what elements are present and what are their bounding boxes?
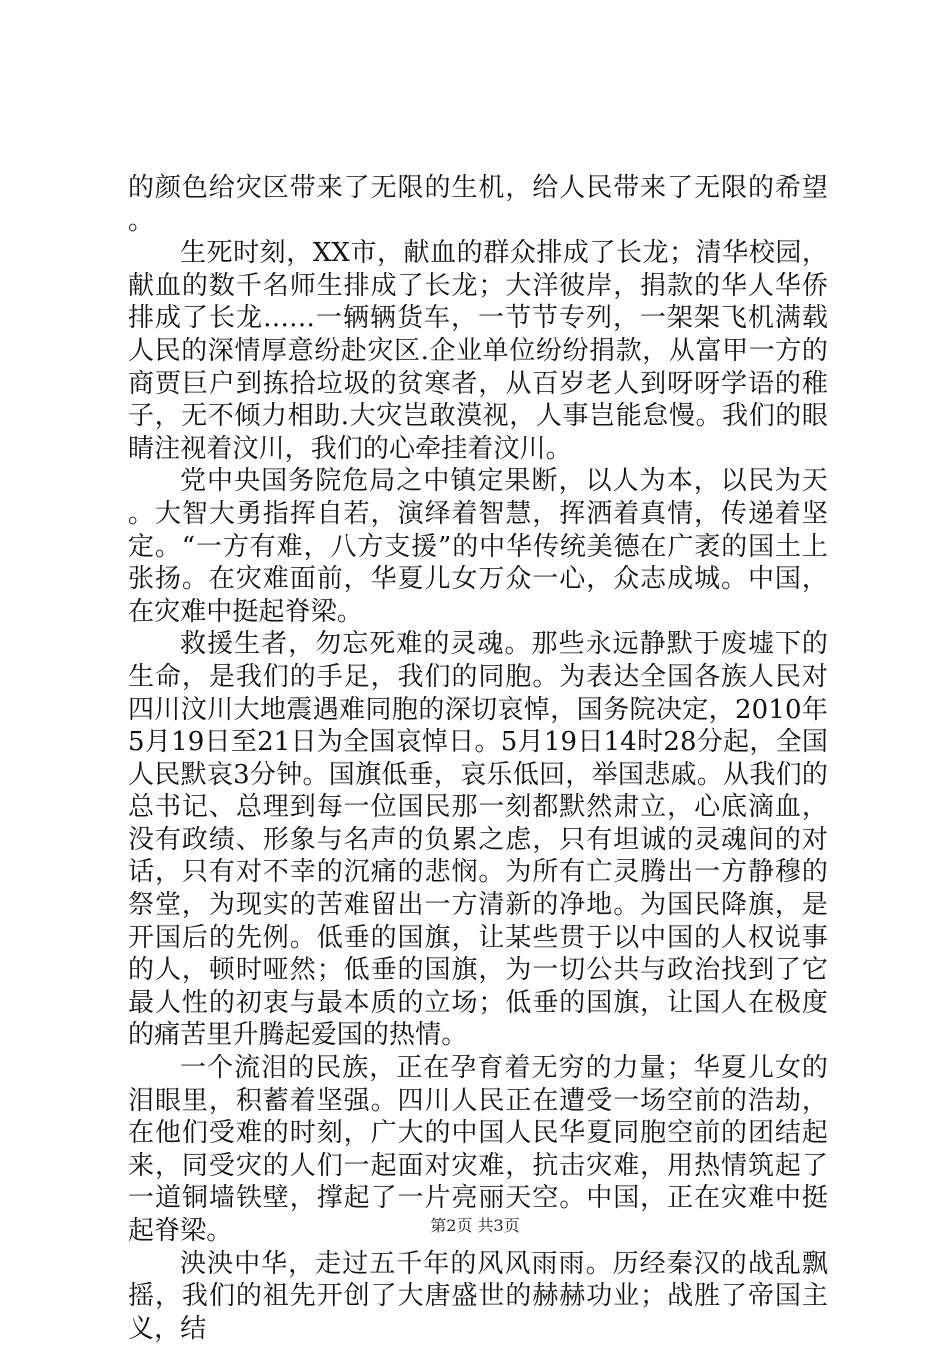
paragraph-continuation: 的颜色给灾区带来了无限的生机，给人民带来了无限的希望。 <box>128 173 828 236</box>
body-text <box>128 172 828 1345</box>
paragraph-five-thousand-years: 泱泱中华，走过五千年的风风雨雨。历经秦汉的战乱飘摇，我们的祖先开创了大唐盛世的赫赫功业；战胜了帝国主义，结 <box>128 1248 828 1344</box>
paragraph-mourning-day: 救援生者，勿忘死难的灵魂。那些永远静默于废墟下的生命，是我们的手足，我们的同胞。为表达全国各族人民对四川汶川大地震遇难同胞的深切哀悼，国务院决定，2010年5月19日至21日为全国哀悼日。5月19日14时28分起，全国人民默哀3分钟。国旗低垂，哀乐低回，举国悲戚。从我们的总书记、总理到每一位国民那一刻都默然肃立，心底滴血，没有政绩、形象与名声的负累之虑，只有坦诚的灵魂间的对话，只有对不幸的沉痛的悲悯。为所有亡灵腾出一方静穆的祭堂，为现实的苦难留出一方清新的净地。为国民降旗，是开国后的先例。低垂的国旗，让某些贯于以中国的人权说事的人，顿时哑然；低垂的国旗，为一切公共与政治找到了它最人性的初衷与最本质的立场；低垂的国旗，让国人在极度的痛苦里升腾起爱国的热情。 <box>128 629 828 1051</box>
paragraph-central-government: 党中央国务院危局之中镇定果断，以人为本，以民为天。大智大勇指挥自若，演绎着智慧，挥洒着真情，传递着坚定。“一方有难，八方支援”的中华传统美德在广袤的国土上张扬。在灾难面前，华夏儿女万众一心，众志成城。中国，在灾难中挺起脊梁。 <box>128 466 828 627</box>
page-number-footer: 第2页 共3页 <box>430 1216 520 1235</box>
paragraph-weeping-nation: 一个流泪的民族，正在孕育着无穷的力量；华夏儿女的泪眼里，积蓄着坚强。四川人民正在遭受一场空前的浩劫，在他们受难的时刻，广大的中国人民华夏同胞空前的团结起来，同受灾的人们一起面对灾难，抗击灾难，用热情筑起了一道铜墙铁壁，撑起了一片亮丽天空。中国，正在灾难中挺起脊梁。 <box>128 1053 828 1246</box>
paragraph-blood-donation: 生死时刻，XX市，献血的群众排成了长龙；清华校园，献血的数千名师生排成了长龙；大洋彼岸，捐款的华人华侨排成了长龙……一辆辆货车，一节节专列，一架架飞机满载人民的深情厚意纷赴灾区.企业单位纷纷捐款，从富甲一方的商贾巨户到拣拾垃圾的贫寒者，从百岁老人到呀呀学语的稚子，无不倾力相助.大灾岂敢漠视，人事岂能怠慢。我们的眼睛注视着汶川，我们的心牵挂着汶川。 <box>128 238 828 464</box>
